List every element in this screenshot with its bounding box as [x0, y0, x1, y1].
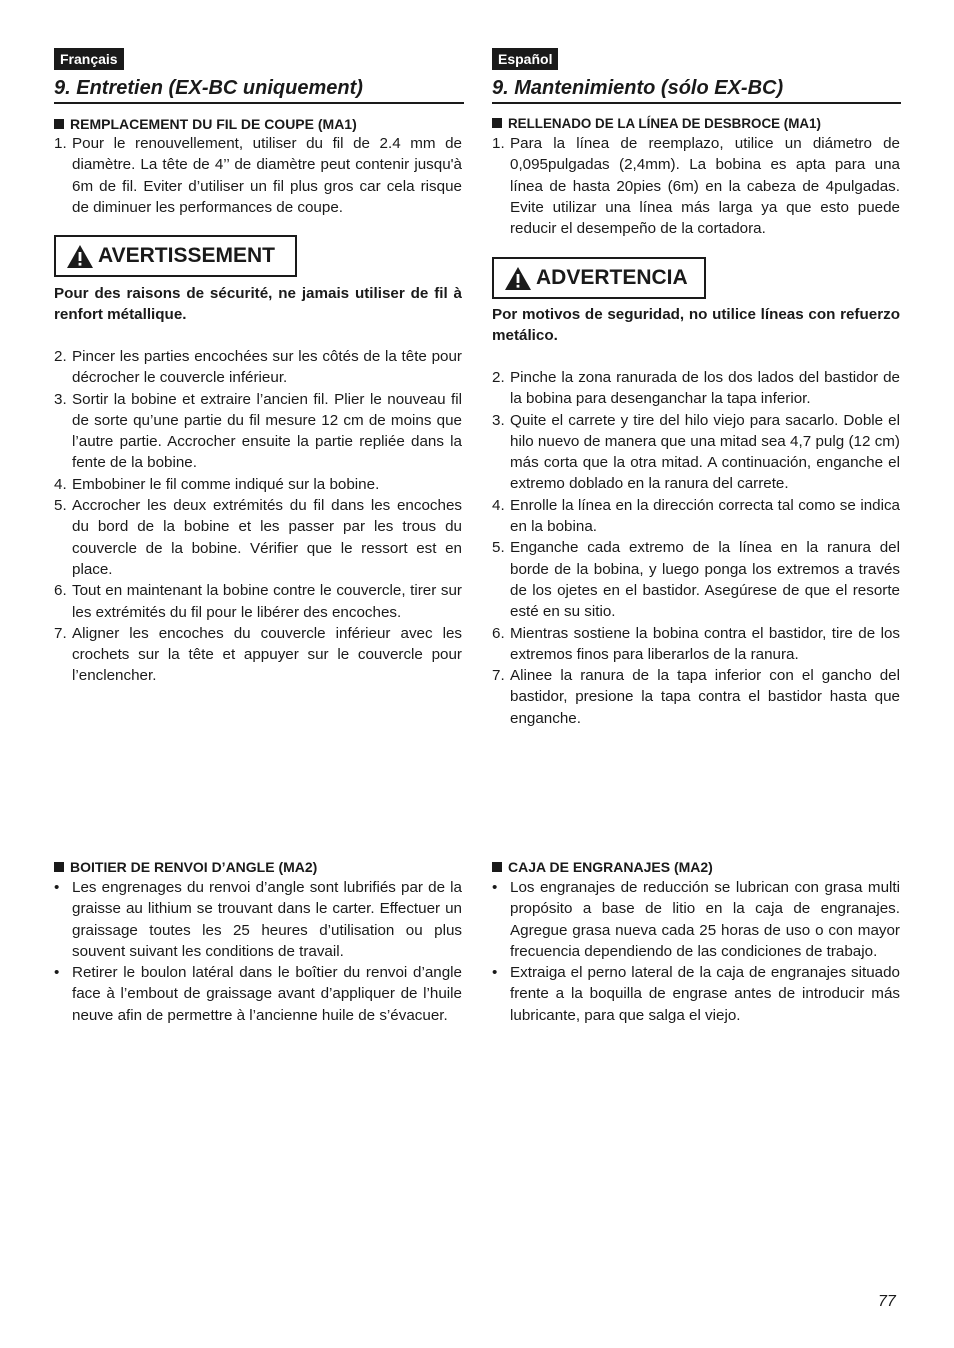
item-text: Sortir la bobine et extraire l’ancien fil. Plier le nouveau fil de sorte qu’une partie du fil mesure 12 cm de moins que l’autre partie. Accrocher ensuite la partie repliée dans la fente de la bobine. — [72, 390, 462, 472]
list-item — [492, 495, 900, 538]
warning-label: AVERTISSEMENT — [98, 244, 275, 267]
item-number: 5. — [492, 539, 505, 557]
item-text: Los engranajes de reducción se lubrican con grasa multi propósito a base de litio en la caja de engranajes. Agregue grasa nueva cada 25 horas de uso o con mayor frecuencia dependiendo de las condiciones de trabajo. — [510, 879, 900, 960]
section-heading-rellenado — [492, 114, 821, 134]
item-number: 2. — [492, 369, 505, 386]
warning-label: ADVERTENCIA — [536, 266, 688, 289]
item-number: 4. — [54, 475, 67, 493]
item-number: 5. — [54, 497, 67, 515]
list-item — [492, 877, 900, 962]
item-text: Pour le renouvellement, utiliser du fil de 2.4 mm de diamètre. La tête de 4’’ de diamètre peut contenir jusqu'à 6m de fil. Eviter d’utiliser un fil plus gros car cela risque de diminuer les performances de coupe. — [72, 135, 462, 216]
warning-text-avertissement: Pour des raisons de sécurité, ne jamais utiliser de fil à renfort métallique. — [54, 285, 462, 323]
list-item — [54, 495, 462, 580]
bullet: • — [54, 879, 60, 896]
bullet: • — [54, 964, 60, 982]
list-item — [54, 877, 462, 962]
page-number: 77 — [878, 1293, 896, 1310]
list-item — [54, 580, 462, 623]
list-item — [492, 410, 900, 495]
item-text: Pincer les parties encochées sur les côtés de la tête pour décrocher le couvercle inférieur. — [72, 348, 462, 387]
item-text: Aligner les encoches du couvercle inférieur avec les crochets sur la tête et appuyer sur le couvercle pour l’enclencher. — [72, 624, 462, 685]
item-text: Accrocher les deux extrémités du fil dans les encoches du bord de la bobine et les passer par les trous du couvercle de la bobine. Vérifier que le ressort est en place. — [72, 497, 462, 578]
item-text: Alinee la ranura de la tapa inferior con el gancho del bastidor, presione la tapa contra el bastidor hasta que enganche. — [510, 667, 900, 727]
list-item — [492, 623, 900, 666]
section-heading-text: REMPLACEMENT DU FIL DE COUPE (MA1) — [70, 116, 357, 132]
item-text: Les engrenages du renvoi d’angle sont lubrifiés par de la graisse au lithium se trouvant dans le carter. Effectuer un graissage toutes les 25 heures d’utilisation ou plus souvent suivant les conditions de travail. — [72, 879, 462, 960]
item-text: Para la línea de reemplazo, utilice un diámetro de 0,095pulgadas (2,4mm). La bobina es apta para una línea de hasta 20pies (6m) en la cabeza de 4pulgadas. Evite utilizar una línea más larga ya que esto puede reducir el desempeño de la cortadora. — [510, 135, 900, 238]
list-item — [54, 962, 462, 1026]
section-heading-text: BOITIER DE RENVOI D’ANGLE (MA2) — [70, 859, 318, 875]
lang-tag-espanol: Español — [492, 48, 558, 70]
warning-box-avertissement — [54, 235, 297, 277]
item-number: 6. — [492, 624, 505, 642]
warning-triangle-icon — [66, 244, 94, 269]
warning-triangle-icon — [504, 266, 532, 291]
lang-tag-francais: Français — [54, 48, 124, 70]
list-boitier — [54, 877, 462, 1026]
section-heading-caja — [492, 857, 713, 877]
bullet: • — [492, 964, 498, 982]
item-text: Pinche la zona ranurada de los dos lados del bastidor de la bobina para desenganchar la tapa inferior. — [510, 369, 900, 408]
square-bullet-icon — [54, 119, 64, 129]
item-text: Retirer le boulon latéral dans le boîtier du renvoi d’angle face à l’embout de graissage avant d’appliquer de l’huile neuve afin de permettre à l’ancienne huile de s’évacuer. — [72, 964, 462, 1024]
list-remplacement-1 — [54, 133, 462, 218]
list-rellenado-2 — [492, 367, 900, 729]
square-bullet-icon — [492, 118, 502, 128]
title-francais: 9. Entretien (EX-BC uniquement) — [54, 77, 363, 99]
title-rule-right — [492, 102, 901, 104]
item-text: Mientras sostiene la bobina contra el bastidor, tire de los extremos finos para liberarlos de la ranura. — [510, 624, 900, 663]
section-heading-text: RELLENADO DE LA LÍNEA DE DESBROCE (MA1) — [508, 116, 821, 131]
item-text: Embobiner le fil comme indiqué sur la bobine. — [72, 475, 380, 493]
section-heading-boitier — [54, 857, 317, 877]
item-number: 1. — [54, 135, 67, 152]
warning-box-advertencia — [492, 257, 706, 299]
item-number: 6. — [54, 582, 67, 600]
item-text: Enrolle la línea en la dirección correcta tal como se indica en la bobina. — [510, 496, 900, 536]
item-number: 2. — [54, 348, 67, 365]
title-rule-left — [54, 102, 464, 104]
item-text: Enganche cada extremo de la línea en la ranura del borde de la bobina, y luego ponga los extremos a través de los ojetes en el bastidor. Asegúrese de que el resorte esté en su sitio. — [510, 539, 900, 621]
bullet: • — [492, 879, 498, 896]
item-number: 1. — [492, 135, 505, 152]
list-item — [54, 474, 462, 495]
item-text: Quite el carrete y tire del hilo viejo para sacarlo. Doble el hilo nuevo de manera que una mitad sea 4,7 pulg (12 cm) más corta que la otra mitad. A continuación, enganche el extremo doblado en la ranura del carrete. — [510, 411, 900, 493]
item-number: 4. — [492, 496, 505, 514]
list-item — [54, 133, 462, 218]
item-number: 3. — [54, 390, 67, 408]
list-rellenado-1 — [492, 133, 900, 239]
list-remplacement-2 — [54, 346, 462, 687]
list-item — [54, 389, 462, 474]
list-item — [54, 623, 462, 687]
section-heading-remplacement — [54, 114, 357, 134]
list-item — [492, 962, 900, 1026]
item-text: Extraiga el perno lateral de la caja de engranajes situado frente a la boquilla de engrase antes de introducir más lubricante, para que salga el viejo. — [510, 964, 900, 1024]
warning-text-advertencia: Por motivos de seguridad, no utilice líneas con refuerzo metálico. — [492, 306, 900, 344]
list-item — [54, 346, 462, 389]
section-heading-text: CAJA DE ENGRANAJES (MA2) — [508, 859, 713, 875]
list-item — [492, 367, 900, 410]
square-bullet-icon — [54, 862, 64, 872]
list-item — [492, 665, 900, 729]
list-caja — [492, 877, 900, 1026]
square-bullet-icon — [492, 862, 502, 872]
item-text: Tout en maintenant la bobine contre le couvercle, tirer sur les extrémités du fil pour le libérer des encoches. — [72, 582, 462, 621]
item-number: 7. — [492, 667, 505, 685]
title-espanol: 9. Mantenimiento (sólo EX-BC) — [492, 77, 784, 99]
item-number: 3. — [492, 411, 505, 429]
item-number: 7. — [54, 624, 67, 642]
list-item — [492, 537, 900, 622]
list-item — [492, 133, 900, 239]
